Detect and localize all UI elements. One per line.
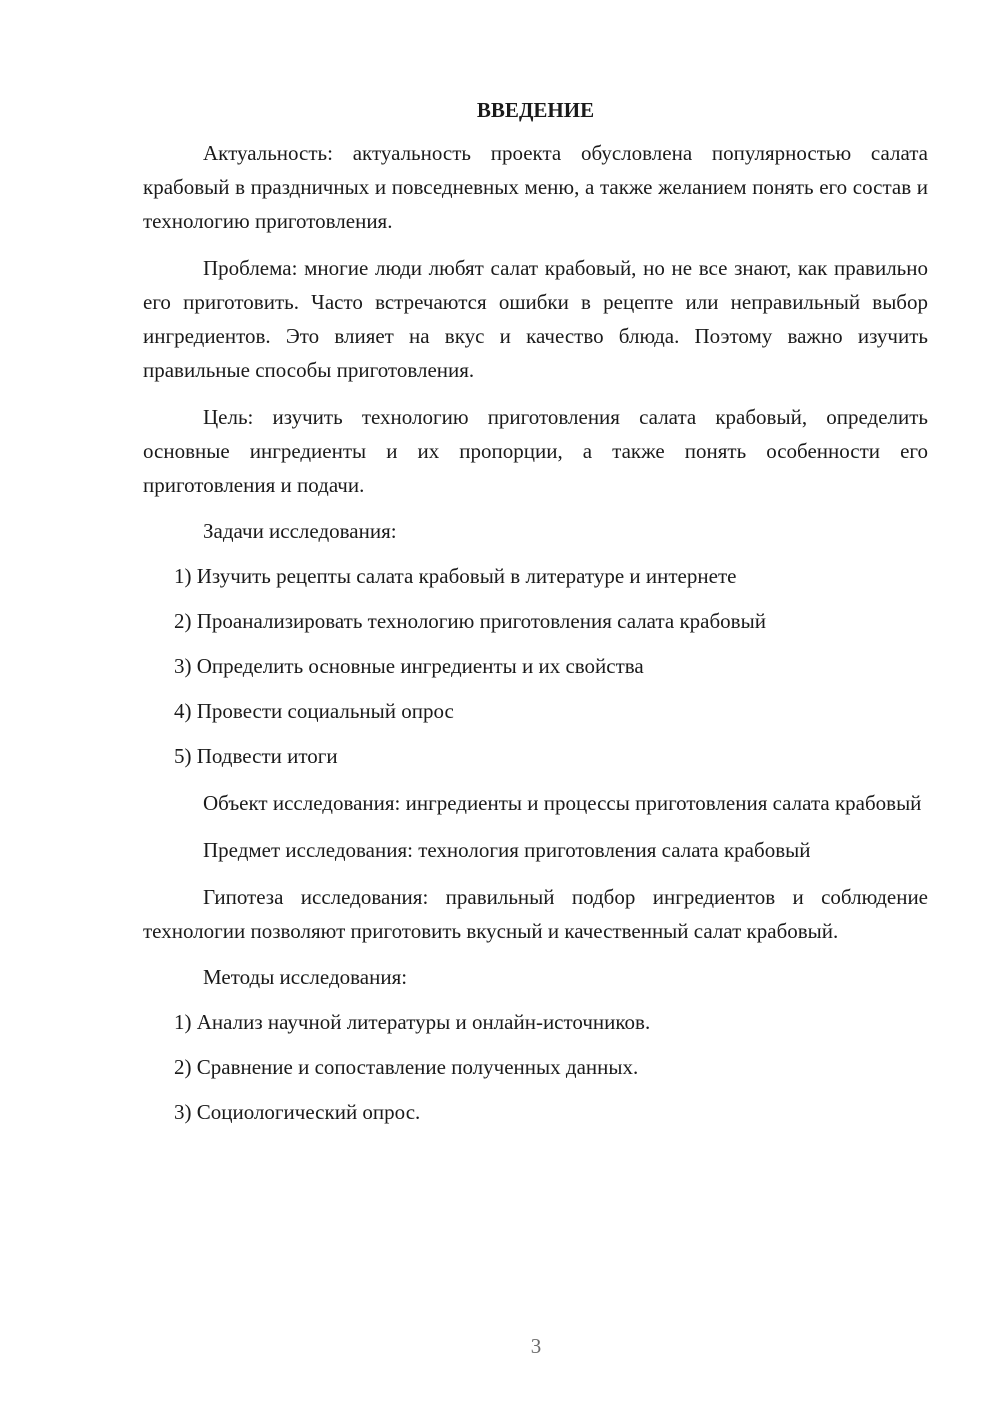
subject-paragraph: Предмет исследования: технология приготовления салата крабовый [203,838,811,862]
method-item: 1) Анализ научной литературы и онлайн-источников. [174,1010,651,1034]
object-paragraph: Объект исследования: ингредиенты и процессы приготовления салата крабовый [203,791,922,815]
task-item: 5) Подвести итоги [174,744,338,768]
page-title: ВВЕДЕНИЕ [476,98,595,122]
document-body [143,93,928,1129]
tasks-heading: Задачи исследования: [203,519,397,543]
task-item: 1) Изучить рецепты салата крабовый в литературе и интернете [174,564,737,588]
relevance-paragraph: Актуальность: актуальность проекта обусловлена популярностью салата крабовый в праздничных и повседневных меню, а также желанием понять его состав и технологию приготовления. [143,141,928,233]
task-item: 2) Проанализировать технологию приготовления салата крабовый [174,609,766,633]
method-item: 3) Социологический опрос. [174,1100,421,1124]
goal-paragraph: Цель: изучить технологию приготовления салата крабовый, определить основные ингредиенты и их пропорции, а также понять особенности его приготовления и подачи. [143,405,928,497]
methods-heading: Методы исследования: [203,965,408,989]
method-item: 2) Сравнение и сопоставление полученных данных. [174,1055,639,1079]
problem-paragraph: Проблема: многие люди любят салат крабовый, но не все знают, как правильно его приготовить. Часто встречаются ошибки в рецепте или неправильный выбор ингредиентов. Это влияет на вкус и качество блюда. Поэтому важно изучить правильные способы приготовления. [143,256,928,382]
task-item: 3) Определить основные ингредиенты и их свойства [174,654,644,678]
hypothesis-paragraph: Гипотеза исследования: правильный подбор ингредиентов и соблюдение технологии позволяют приготовить вкусный и качественный салат крабовый. [143,885,928,943]
task-item: 4) Провести социальный опрос [174,699,454,723]
page-number: 3 [530,1334,542,1358]
